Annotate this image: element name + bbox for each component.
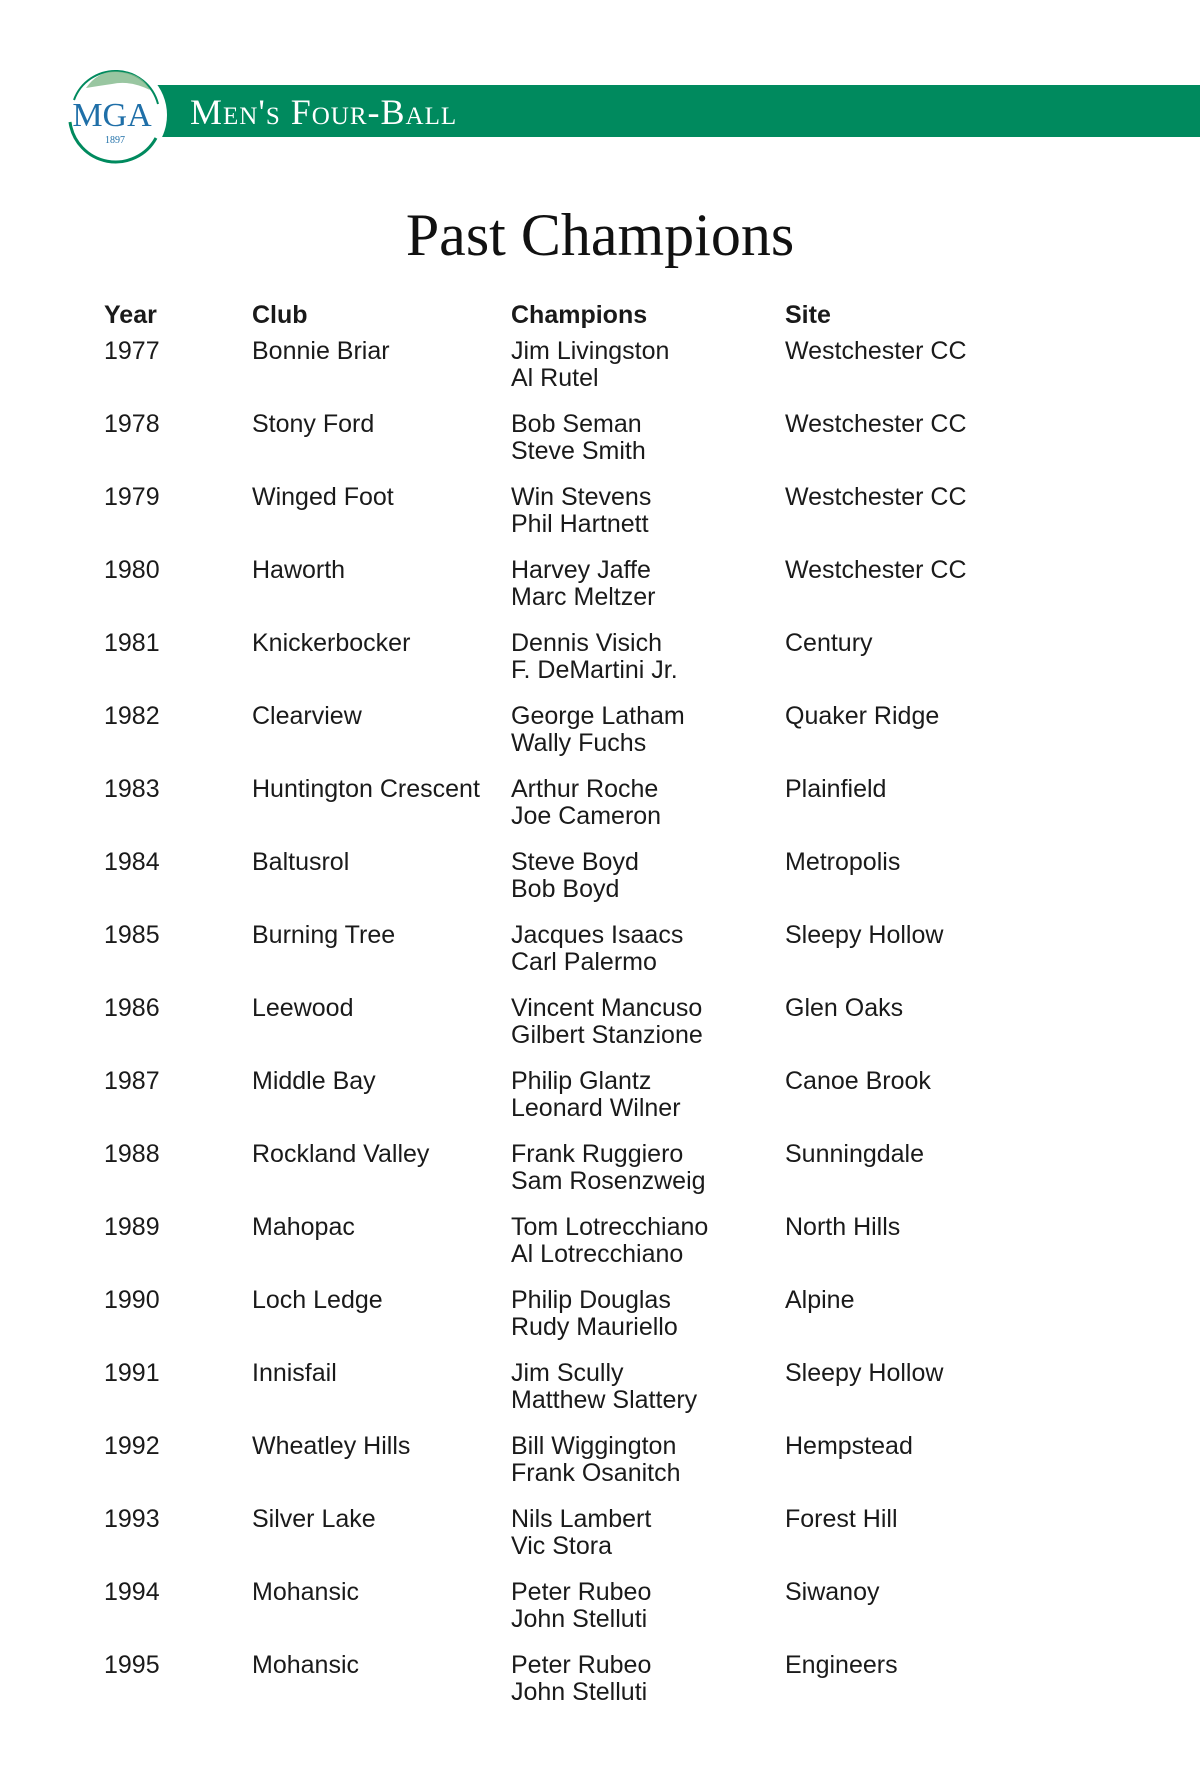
champion-name: Phil Hartnett <box>511 510 649 538</box>
club-cell: Knickerbocker <box>252 629 411 657</box>
site-cell: Westchester CC <box>785 410 967 438</box>
column-header-club: Club <box>252 301 308 329</box>
site-cell: Plainfield <box>785 775 887 803</box>
table-row <box>104 1433 1104 1506</box>
club-cell: Haworth <box>252 556 346 584</box>
club-cell: Mohansic <box>252 1578 359 1606</box>
table-row <box>104 922 1104 995</box>
year-cell: 1982 <box>104 702 160 730</box>
table-row <box>104 995 1104 1068</box>
club-cell: Wheatley Hills <box>252 1432 411 1460</box>
club-cell: Burning Tree <box>252 921 396 949</box>
champions-cell <box>511 1068 681 1122</box>
year-cell: 1993 <box>104 1505 160 1533</box>
champion-name: F. DeMartini Jr. <box>511 656 678 684</box>
champions-cell <box>511 1214 708 1268</box>
table-row <box>104 849 1104 922</box>
champions-cell <box>511 1141 706 1195</box>
site-cell: Alpine <box>785 1286 855 1314</box>
table-row <box>104 630 1104 703</box>
year-cell: 1994 <box>104 1578 160 1606</box>
table-row <box>104 1506 1104 1579</box>
table-row <box>104 703 1104 776</box>
table-row <box>104 484 1104 557</box>
column-header-champions: Champions <box>511 301 648 329</box>
table-header-row <box>104 302 1104 338</box>
site-cell: Century <box>785 629 873 657</box>
banner-title: Men's Four-Ball <box>190 92 458 132</box>
logo-year: 1897 <box>105 135 125 146</box>
champions-cell <box>511 1360 697 1414</box>
table-row <box>104 1287 1104 1360</box>
champions-cell <box>511 557 655 611</box>
table-row <box>104 1214 1104 1287</box>
club-cell: Mohansic <box>252 1651 359 1679</box>
champion-name: Vic Stora <box>511 1532 612 1560</box>
table-row <box>104 411 1104 484</box>
site-cell: Westchester CC <box>785 337 967 365</box>
champions-cell <box>511 630 678 684</box>
year-cell: 1983 <box>104 775 160 803</box>
year-cell: 1978 <box>104 410 160 438</box>
champion-name: Marc Meltzer <box>511 583 656 611</box>
champion-name: Sam Rosenzweig <box>511 1167 706 1195</box>
champions-cell <box>511 1579 651 1633</box>
club-cell: Winged Foot <box>252 483 394 511</box>
champion-name: Carl Palermo <box>511 948 657 976</box>
champions-cell <box>511 1287 678 1341</box>
champion-name: Wally Fuchs <box>511 729 647 757</box>
table-row <box>104 1360 1104 1433</box>
champion-name: Bob Seman <box>511 410 642 438</box>
champions-cell <box>511 484 651 538</box>
champions-cell <box>511 849 639 903</box>
champions-cell <box>511 338 669 392</box>
site-cell: Hempstead <box>785 1432 913 1460</box>
year-cell: 1990 <box>104 1286 160 1314</box>
champion-name: Leonard Wilner <box>511 1094 681 1122</box>
year-cell: 1981 <box>104 629 160 657</box>
champion-name: Bob Boyd <box>511 875 620 903</box>
mga-logo <box>60 60 170 170</box>
table-row <box>104 1652 1104 1725</box>
champion-name: Frank Ruggiero <box>511 1140 684 1168</box>
champions-cell <box>511 922 683 976</box>
year-cell: 1984 <box>104 848 160 876</box>
champions-table <box>104 302 1104 1725</box>
site-cell: North Hills <box>785 1213 901 1241</box>
club-cell: Stony Ford <box>252 410 375 438</box>
site-cell: Westchester CC <box>785 556 967 584</box>
champion-name: Jim Scully <box>511 1359 624 1387</box>
champions-cell <box>511 1652 651 1706</box>
champion-name: Arthur Roche <box>511 775 659 803</box>
champion-name: John Stelluti <box>511 1605 648 1633</box>
champion-name: Philip Glantz <box>511 1067 652 1095</box>
column-header-site: Site <box>785 301 831 329</box>
champions-cell <box>511 776 661 830</box>
champions-cell <box>511 411 646 465</box>
champion-name: Al Rutel <box>511 364 599 392</box>
champion-name: Steve Smith <box>511 437 646 465</box>
club-cell: Clearview <box>252 702 362 730</box>
champion-name: Tom Lotrecchiano <box>511 1213 709 1241</box>
champions-cell <box>511 703 685 757</box>
club-cell: Silver Lake <box>252 1505 376 1533</box>
site-cell: Quaker Ridge <box>785 702 940 730</box>
table-row <box>104 1068 1104 1141</box>
table-row <box>104 1579 1104 1652</box>
club-cell: Loch Ledge <box>252 1286 383 1314</box>
champion-name: Bill Wiggington <box>511 1432 677 1460</box>
champion-name: George Latham <box>511 702 685 730</box>
champions-cell <box>511 995 703 1049</box>
page-title: Past Champions <box>405 202 795 268</box>
table-row <box>104 776 1104 849</box>
year-cell: 1977 <box>104 337 160 365</box>
site-cell: Glen Oaks <box>785 994 904 1022</box>
club-cell: Mahopac <box>252 1213 355 1241</box>
year-cell: 1979 <box>104 483 160 511</box>
champion-name: Steve Boyd <box>511 848 639 876</box>
club-cell: Rockland Valley <box>252 1140 430 1168</box>
site-cell: Sleepy Hollow <box>785 1359 944 1387</box>
site-cell: Canoe Brook <box>785 1067 931 1095</box>
column-header-year: Year <box>104 301 157 329</box>
champion-name: Harvey Jaffe <box>511 556 651 584</box>
champions-cell <box>511 1506 651 1560</box>
year-cell: 1989 <box>104 1213 160 1241</box>
champion-name: Vincent Mancuso <box>511 994 703 1022</box>
year-cell: 1987 <box>104 1067 160 1095</box>
club-cell: Leewood <box>252 994 354 1022</box>
club-cell: Innisfail <box>252 1359 337 1387</box>
champion-name: Philip Douglas <box>511 1286 671 1314</box>
year-cell: 1992 <box>104 1432 160 1460</box>
champion-name: Peter Rubeo <box>511 1578 652 1606</box>
champion-name: Al Lotrecchiano <box>511 1240 684 1268</box>
site-cell: Forest Hill <box>785 1505 898 1533</box>
champion-name: John Stelluti <box>511 1678 648 1706</box>
champion-name: Peter Rubeo <box>511 1651 652 1679</box>
champion-name: Jacques Isaacs <box>511 921 684 949</box>
site-cell: Engineers <box>785 1651 898 1679</box>
champion-name: Win Stevens <box>511 483 652 511</box>
champion-name: Frank Osanitch <box>511 1459 681 1487</box>
table-row <box>104 557 1104 630</box>
champion-name: Gilbert Stanzione <box>511 1021 703 1049</box>
club-cell: Middle Bay <box>252 1067 376 1095</box>
champion-name: Dennis Visich <box>511 629 663 657</box>
champion-name: Jim Livingston <box>511 337 670 365</box>
club-cell: Baltusrol <box>252 848 350 876</box>
site-cell: Sunningdale <box>785 1140 925 1168</box>
year-cell: 1980 <box>104 556 160 584</box>
champion-name: Joe Cameron <box>511 802 662 830</box>
year-cell: 1991 <box>104 1359 160 1387</box>
logo-text: MGA <box>72 97 152 134</box>
site-cell: Sleepy Hollow <box>785 921 944 949</box>
year-cell: 1995 <box>104 1651 160 1679</box>
champion-name: Rudy Mauriello <box>511 1313 678 1341</box>
site-cell: Metropolis <box>785 848 901 876</box>
site-cell: Westchester CC <box>785 483 967 511</box>
site-cell: Siwanoy <box>785 1578 880 1606</box>
champion-name: Matthew Slattery <box>511 1386 698 1414</box>
club-cell: Huntington Crescent <box>252 775 480 803</box>
club-cell: Bonnie Briar <box>252 337 390 365</box>
year-cell: 1988 <box>104 1140 160 1168</box>
table-row <box>104 1141 1104 1214</box>
champion-name: Nils Lambert <box>511 1505 652 1533</box>
champions-cell <box>511 1433 681 1487</box>
table-row <box>104 338 1104 411</box>
year-cell: 1986 <box>104 994 160 1022</box>
year-cell: 1985 <box>104 921 160 949</box>
